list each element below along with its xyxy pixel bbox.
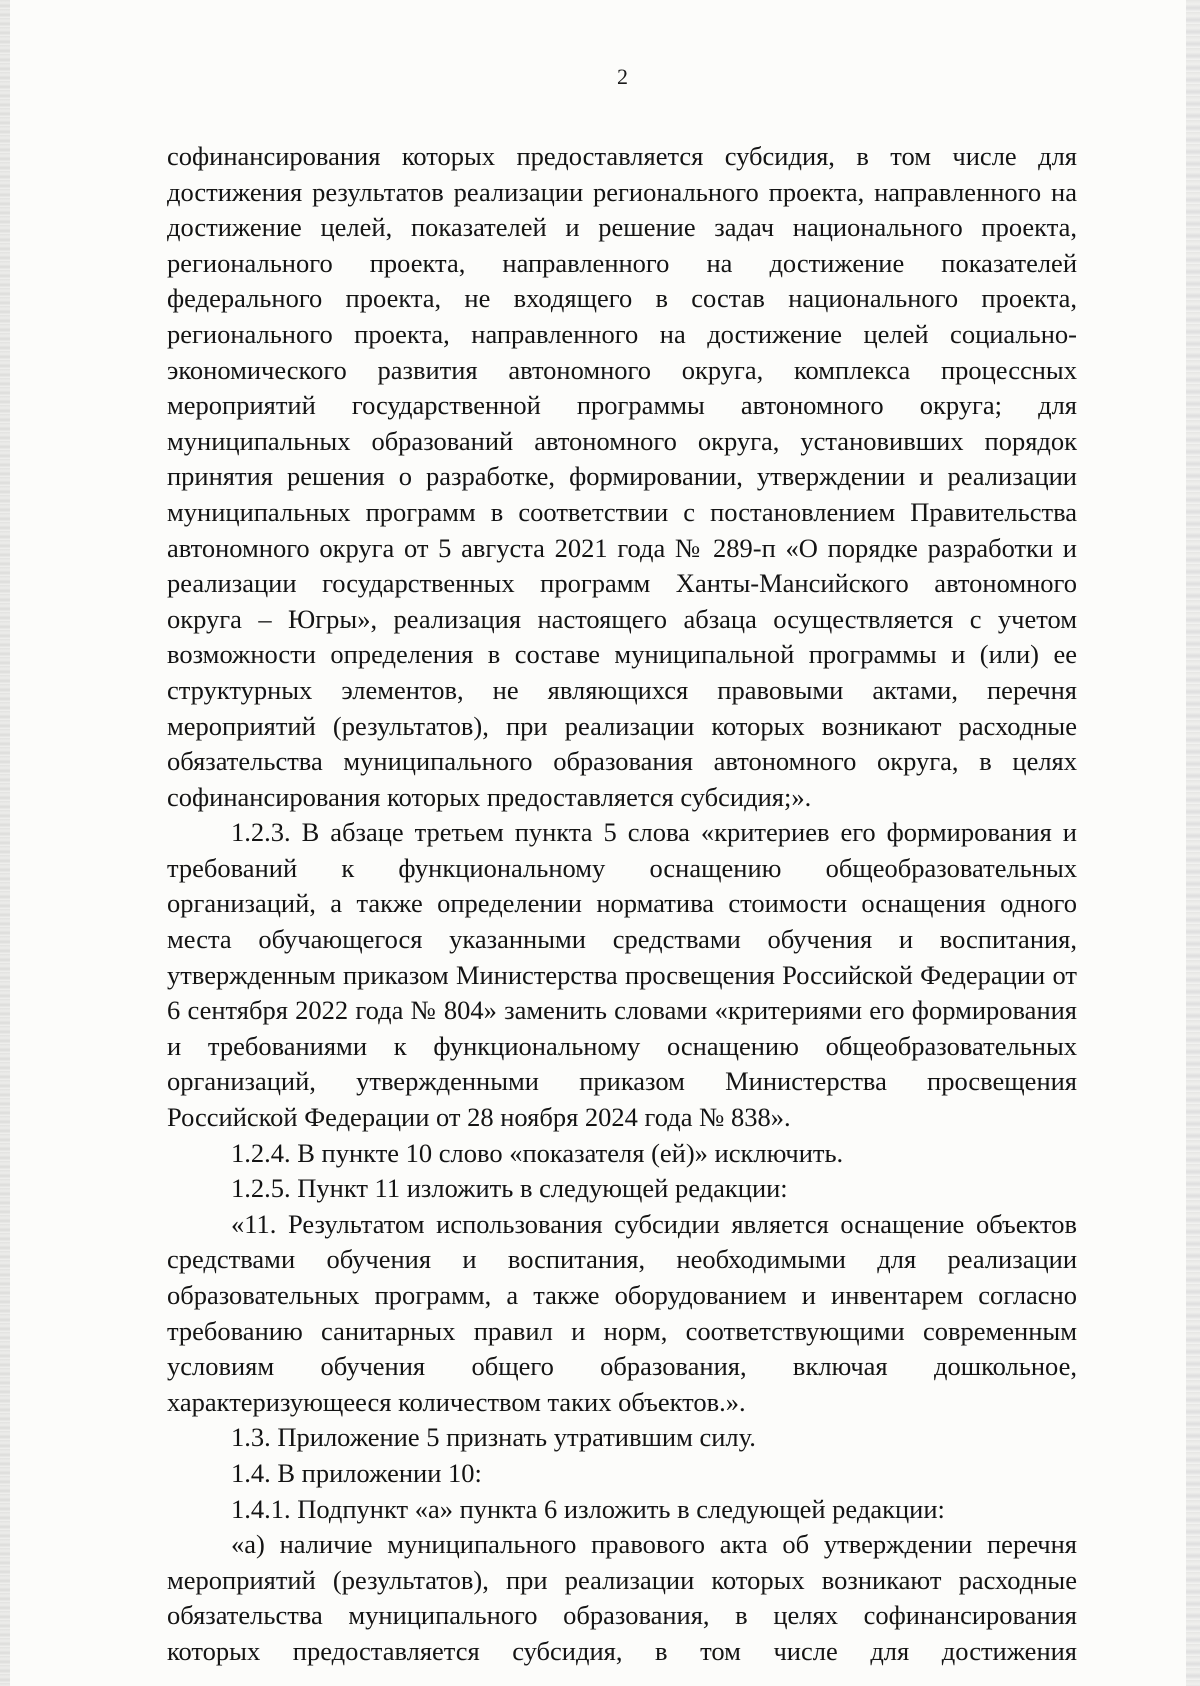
paragraph-quote-11: «11. Результатом использования субсидии является оснащение объектов средствами обучения и воспитания, необходимыми для реализации образовательных программ, а также оборудованием и инвентарем согласно требованию санитарных правил и норм, соответствующими современным условиям обучения общего образования, включая дошкольное, характеризующееся количеством таких объектов.».: [167, 1208, 1077, 1417]
paragraph-1-2-3: 1.2.3. В абзаце третьем пункта 5 слова «критериев его формирования и требований к функциональному оснащению общеобразовательных организаций, а также определении норматива стоимости оснащения одного места обучающегося указанными средствами обучения и воспитания, утвержденным приказом Министерства просвещения Российской Федерации от 6 сентября 2022 года № 804» заменить словами «критериями его формирования и требованиями к функциональному оснащению общеобразовательных организаций, утвержденными приказом Министерства просвещения Российской Федерации от 28 ноября 2024 года № 838».: [167, 817, 1077, 1133]
paragraph-1-4-1: 1.4.1. Подпункт «а» пункта 6 изложить в следующей редакции:: [231, 1493, 945, 1524]
scan-edge-left: [0, 0, 10, 1686]
page-number: 2: [617, 64, 628, 89]
document-body: [167, 139, 1077, 1670]
paragraph-1-3: 1.3. Приложение 5 признать утратившим силу.: [231, 1422, 756, 1453]
scan-edge-right: [1186, 0, 1200, 1686]
paragraph-quote-a: «а) наличие муниципального правового акта об утверждении перечня мероприятий (результатов), при реализации которых возникают расходные обязательства муниципального образования, в целях софинансирования которых предоставляется субсидия, в том числе для достижения: [167, 1529, 1077, 1666]
paragraph-1-4: 1.4. В приложении 10:: [231, 1457, 482, 1488]
paragraph-1-2-4: 1.2.4. В пункте 10 слово «показателя (ей)» исключить.: [231, 1137, 844, 1168]
paragraph-continuation: софинансирования которых предоставляется субсидия, в том числе для достижения результатов реализации регионального проекта, направленного на достижение целей, показателей и решение задач национального проекта, регионального проекта, направленного на достижение показателей федерального проекта, не входящего в состав национального проекта, регионального проекта, направленного на достижение целей социально-экономического развития автономного округа, комплекса процессных мероприятий государственной программы автономного округа; для муниципальных образований автономного округа, установивших порядок принятия решения о разработке, формировании, утверждении и реализации муниципальных программ в соответствии с постановлением Правительства автономного округа от 5 августа 2021 года № 289-п «О порядке разработки и реализации государственных программ Ханты-Мансийского автономного округа – Югры», реализация настоящего абзаца осуществляется с учетом возможности определения в составе муниципальной программы и (или) ее структурных элементов, не являющихся правовыми актами, перечня мероприятий (результатов), при реализации которых возникают расходные обязательства муниципального образования автономного округа, в целях софинансирования которых предоставляется субсидия;».: [167, 141, 1077, 812]
paragraph-1-2-5: 1.2.5. Пункт 11 изложить в следующей редакции:: [231, 1173, 788, 1204]
